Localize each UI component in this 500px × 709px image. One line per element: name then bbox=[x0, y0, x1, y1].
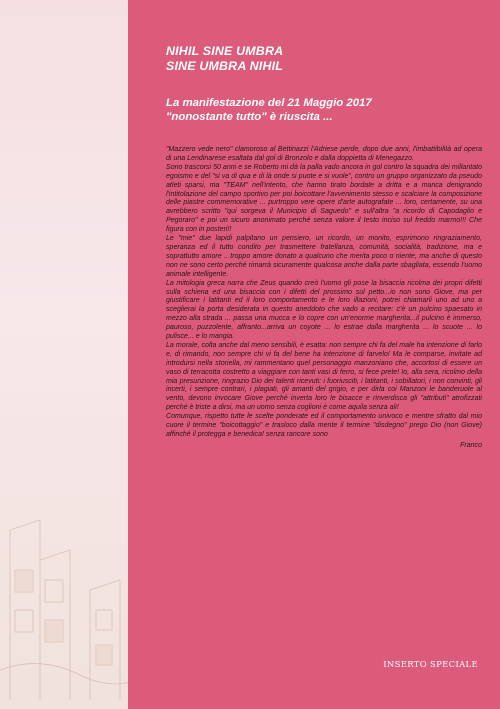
title-line-1: NIHIL SINE UMBRA bbox=[166, 44, 284, 58]
paragraph: Le "mie" due lapidi palpitano un pensiero, un ricordo, un monito, esprimono ringraziamento, speranza ed il tutto condito per trasmettere fratellanza, comunità, socialità, tradizione, ma e soprattutto amore .. troppo amore donato a qualcuno che merita poco o niente, ma anche di questo non ne sono certo perché rimarrà sicuramente qualcosa anche dalla parte sbagliata, essendo l'uomo animale intelligente. bbox=[166, 235, 482, 278]
section-label: INSERTO SPECIALE bbox=[383, 660, 478, 670]
paragraph: Sono trascorsi 50 anni e se Roberto mi dà la palla vado ancora in gol contro la squadra dei millantato egoismo e del "si va di qua e di là onde si puote e si vuole", contro un gruppo organizzato da pseudo atleti sparsi, ma "TEAM" nell'intento, che hanno tirato bordate a dritta e a manca denigrando l'intitolazione del campo sportivo per poi boicottare l'avvenimento stesso e scalciare la composizione delle piastre commemorative ... purtroppo vere opere d'arte autografate ... loro, certamente, su una avrebbero scritto "qui sorgeva il Municipio di Saguedo" e sull'altra "a ricordo di Capodaglio e Pegoraro" e poi un sicuro anonimato perché senza valore il testo inciso sul freddo marmo!!! Che figura con in posteri!! bbox=[166, 163, 482, 234]
paragraph: La morale, colta anche dal meno sensibili, è esatta: non sempre chi fa del male ha intenzione di farlo e, di rimando, non sempre chi vi fa del bene ha intenzione di farvelo! Ma le comparse, invitate ad introdursi nella storiella, mi rammentano quel personaggio manzoniano che, accortosi di essere un vaso di terracotta costretto a viaggiare con tanti vasi di ferro, si fece prete! Io, alla sera, ricolmo della mia presunzione, ringrazio Dio dei talenti ricevuti: i fuoriusciti, i latitanti, i sobillatori, i non convinti, gli incerti, i sempre contrari, i plagiati, gli amanti del grigio, e per dirla coi Manzoni le banderuole al vento, devono invocare Giove perché inverta loro le bisacce e rinverdisca gli "attributi" atrofizzati perché è triste a dirsi, ma un uomo senza coglioni è come aquila senza ali! bbox=[166, 341, 482, 412]
article-content bbox=[166, 44, 482, 450]
page-title bbox=[166, 44, 482, 74]
paragraph: Comunque, rispetto tutte le scelte ponderate ed il comportamento univoco e mentre sfratto dal mio cuore il termine "boicottaggio" e trasloco dalla mente il termine "disdegno" prego Dio (non Giove) affinché il protegga e benedica! senza rancore sono bbox=[166, 413, 482, 438]
article-body bbox=[166, 146, 482, 440]
title-line-2: SINE UMBRA NIHIL bbox=[166, 59, 284, 73]
page-subtitle bbox=[166, 96, 482, 124]
paragraph: La mitologia greca narra che Zeus quando creò l'uomo gli pose la bisaccia ricolma dei propri difetti sulla schiena ed una bisaccia con i difetti del prossimo sul petto...io non sono Giove, ma per giustificare i latitanti ed il loro comportamento e le loro illazioni, potrei chiamarli uno ad uno a sceglierai la porta desiderata in questo aneddoto che vado a recitare: c'è un pulcino spaesato in mezzo alla strada ... passa una mucca e lo copre con un'enorme margherita...il pulcino è immerso, pauroso, puzzolente, affranto...arriva un coyote ... lo estrae dalla margherita ... lo scuote ... lo pulisce... e lo mangia. bbox=[166, 279, 482, 341]
subtitle-line-1: La manifestazione del 21 Maggio 2017 bbox=[166, 97, 372, 109]
paragraph: "Mazzero vede nero" clamoroso al Bettinazzi l'Adriese perde, dopo due anni, l'imbattibilità ad opera di una Lendinarese esaltata dal gol di Bronzolo e dalla doppietta di Menegazzo. bbox=[166, 146, 482, 162]
subtitle-line-2: "nonostante tutto" è riuscita ... bbox=[166, 111, 333, 123]
author-signature: Franco bbox=[460, 441, 482, 449]
